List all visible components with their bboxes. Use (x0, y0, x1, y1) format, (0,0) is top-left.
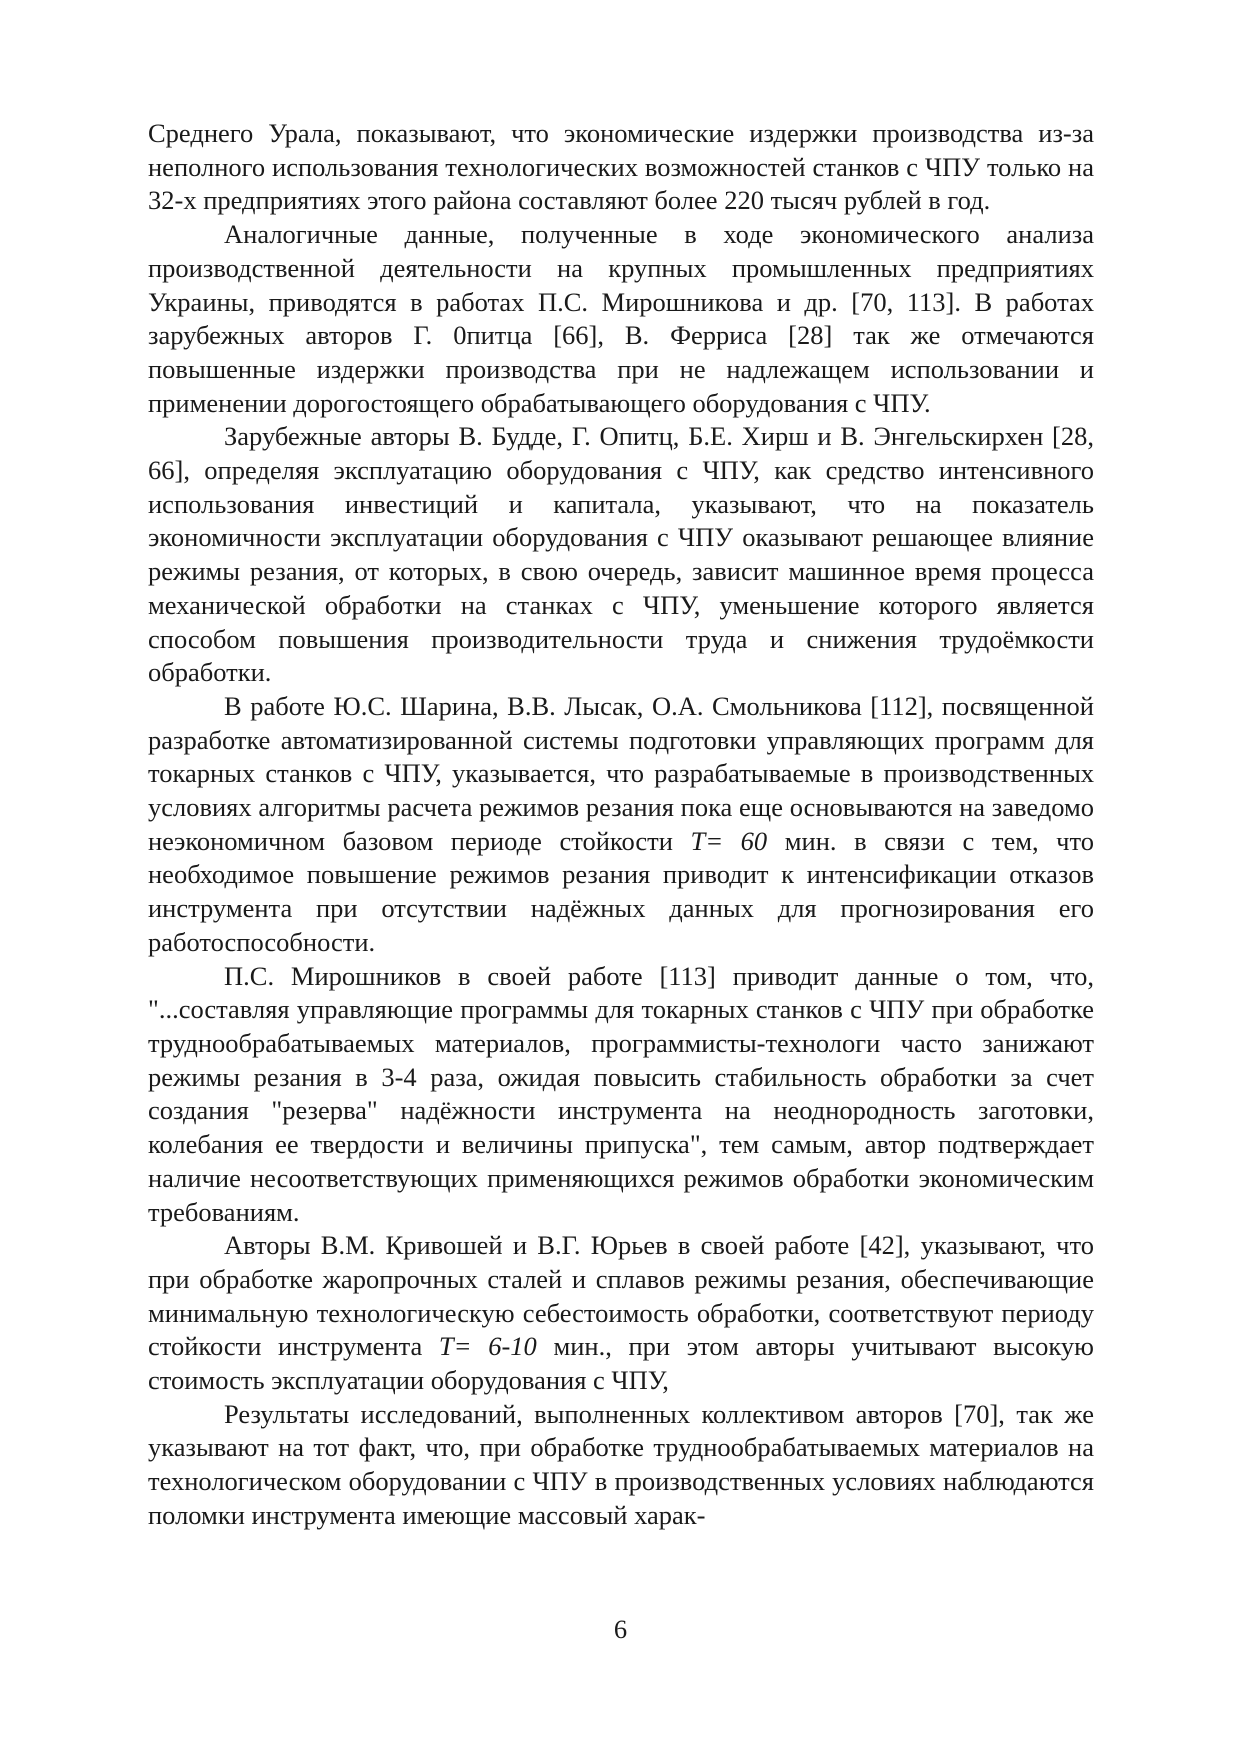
paragraph-4-text-before: В работе Ю.С. Шарина, В.В. Лысак, О.А. Смольникова [112], посвященной разработке автоматизированной системы подготовки управляющих программ для токарных станков с ЧПУ, указывается, что разрабатываемые в производственных условиях алгоритмы расчета режимов резания пока еще основываются на заведомо неэкономичном базовом периоде стойкости (148, 690, 1094, 856)
paragraph-6-text-before: Авторы В.М. Кривошей и В.Г. Юрьев в своей работе [42], указывают, что при обработке жаропрочных сталей и сплавов режимы резания, обеспечивающие минимальную технологическую себестоимость обработки, соответствуют периоду стойкости инструмента (148, 1230, 1094, 1362)
paragraph-1: Среднего Урала, показывают, что экономические издержки производства из-за неполного использования технологических возможностей станков с ЧПУ только на 32-х предприятиях этого района составляют более 220 тысяч рублей в год. (148, 118, 1094, 216)
paragraph-4 (148, 690, 1094, 960)
paragraph-2: Аналогичные данные, полученные в ходе экономического анализа производственной деятельности на крупных промышленных предприятиях Украины, приводятся в работах П.С. Мирошникова и др. [70, 113]. В работах зарубежных авторов Г. 0питца [66], В. Ферриса [28] так же отмечаются повышенные издержки производства при не надлежащем использовании и применении дорогостоящего обрабатывающего оборудования с ЧПУ. (148, 219, 1094, 418)
paragraph-7: Результаты исследований, выполненных коллективом авторов [70], так же указывают на тот факт, что, при обработке труднообрабатываемых материалов на технологическом оборудовании с ЧПУ в производственных условиях наблюдаются поломки инструмента имеющие массовый харак- (148, 1398, 1094, 1530)
paragraph-4-text-after: мин. в связи с тем, что необходимое повышение режимов резания приводит к интенсификации отказов инструмента при отсутствии надёжных данных для прогнозирования его работоспособности. (148, 825, 1094, 957)
formula-tool-life-60: T= 60 (690, 825, 768, 856)
page-number: 6 (613, 1614, 628, 1644)
paragraph-6-text-after: мин., при этом авторы учитывают высокую стоимость эксплуатации оборудования с ЧПУ, (148, 1331, 1094, 1396)
formula-tool-life-6-10: T= 6-10 (438, 1331, 537, 1362)
document-body (148, 117, 1094, 1533)
paragraph-6 (148, 1229, 1094, 1398)
paragraph-3: Зарубежные авторы В. Будде, Г. Опитц, Б.Е. Хирш и В. Энгельскирхен [28, 66], определяя эксплуатацию оборудования с ЧПУ, как средство интенсивного использования инвестиций и капитала, указывают, что на показатель экономичности эксплуатации оборудования с ЧПУ оказывают решающее влияние режимы резания, от которых, в свою очередь, зависит машинное время процесса механической обработки на станках с ЧПУ, уменьшение которого является способом повышения производительности труда и снижения трудоёмкости обработки. (148, 421, 1094, 688)
paragraph-5: П.С. Мирошников в своей работе [113] приводит данные о том, что, "...составляя управляющие программы для токарных станков с ЧПУ при обработке труднообрабатываемых материалов, программисты-технологи часто занижают режимы резания в 3-4 раза, ожидая повысить стабильность обработки за счет создания "резерва" надёжности инструмента на неоднородность заготовки, колебания ее твердости и величины припуска", тем самым, автор подтверждает наличие несоответствующих применяющихся режимов обработки экономическим требованиям. (148, 960, 1094, 1227)
